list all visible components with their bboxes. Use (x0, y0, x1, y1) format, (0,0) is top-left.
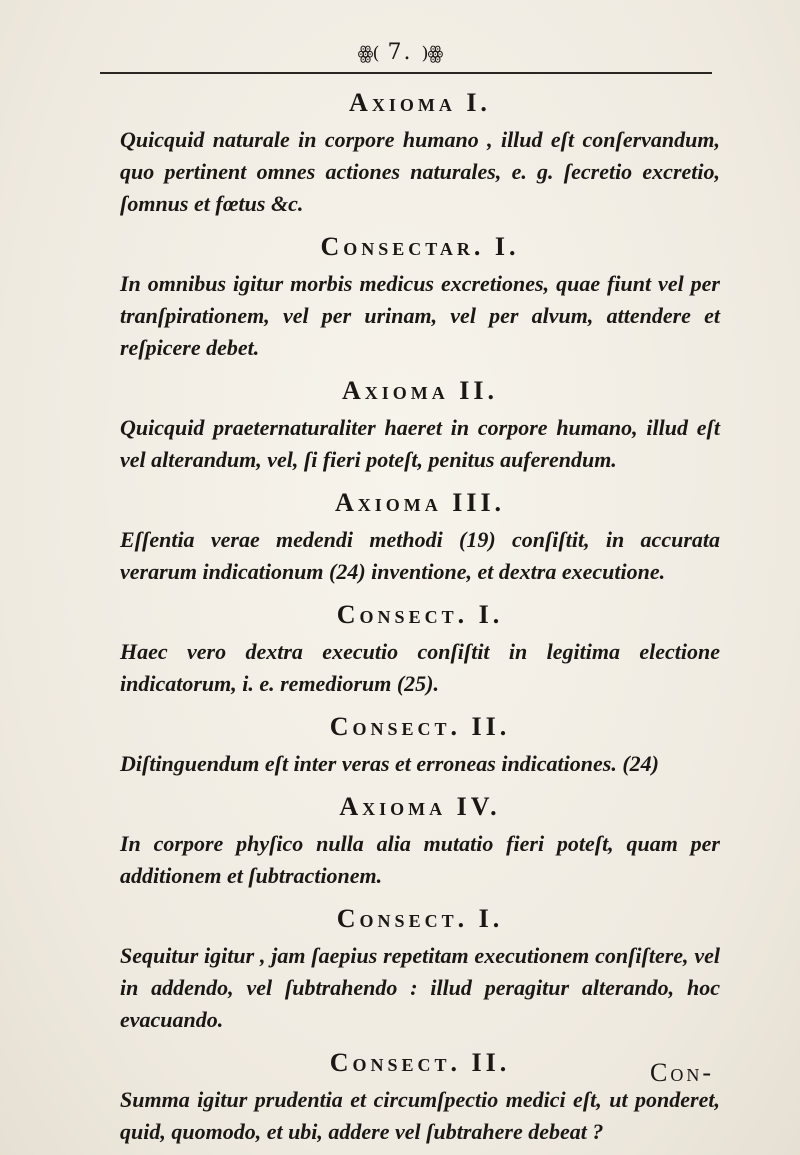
paragraph-consect-1a: Haec vero dextra executio conſiſtit in legitima electione indicatorum, i. e. remediorum (25). (120, 639, 720, 696)
catchword: Con- (650, 1058, 714, 1087)
header-rule (100, 72, 712, 74)
left-ornament: ꙮ( (357, 43, 379, 64)
heading-consect-2a: Consect. II. (329, 712, 511, 741)
page-number: 7. (387, 40, 413, 65)
paragraph-consectar-1: In omnibus igitur morbis medicus excretiones, quae fiunt vel per tranſpirationem, vel per urinam, vel per alvum, attendere et reſpicere debet. (120, 271, 720, 360)
right-ornament: )ꙮ (421, 43, 443, 64)
paragraph-axioma-4: In corpore phyſico nulla alia mutatio fieri poteſt, quam per additionem et ſubtractionem. (120, 831, 720, 888)
paragraph-axioma-2: Quicquid praeternaturaliter haeret in corpore humano, illud eſt vel alterandum, vel, ſi fieri poteſt, penitus auferendum. (120, 415, 720, 472)
heading-axioma-4: Axioma IV. (339, 792, 501, 821)
heading-axioma-1: Axioma I. (349, 88, 491, 117)
running-header (0, 40, 800, 65)
heading-consect-1b: Consect. I. (336, 904, 504, 933)
text-body (120, 82, 720, 1154)
heading-axioma-2: Axioma II. (341, 376, 498, 405)
paragraph-axioma-3: Eſſentia verae medendi methodi (19) conſiſtit, in accurata verarum indicationum (24) inventione, et dextra executione. (120, 527, 720, 584)
paragraph-consect-1b: Sequitur igitur , jam ſaepius repetitam executionem conſiſtere, vel in addendo, vel ſubtrahendo : illud peragitur alterando, hoc evacuando. (120, 943, 720, 1032)
paragraph-consect-2b: Summa igitur prudentia et circumſpectio medici eſt, ut ponderet, quid, quomodo, et ubi, addere vel ſubtrahere debeat ? (120, 1087, 720, 1144)
paragraph-consect-2a: Diſtinguendum eſt inter veras et erroneas indicationes. (24) (120, 751, 659, 776)
heading-axioma-3: Axioma III. (334, 488, 506, 517)
heading-consectar-1: Consectar. I. (320, 232, 520, 261)
paragraph-axioma-1: Quicquid naturale in corpore humano , illud eſt conſervandum, quo pertinent omnes actiones naturales, e. g. ſecretio excretio, ſomnus et fœtus &c. (120, 127, 720, 216)
heading-consect-2b: Consect. II. (329, 1048, 511, 1077)
heading-consect-1a: Consect. I. (336, 600, 504, 629)
